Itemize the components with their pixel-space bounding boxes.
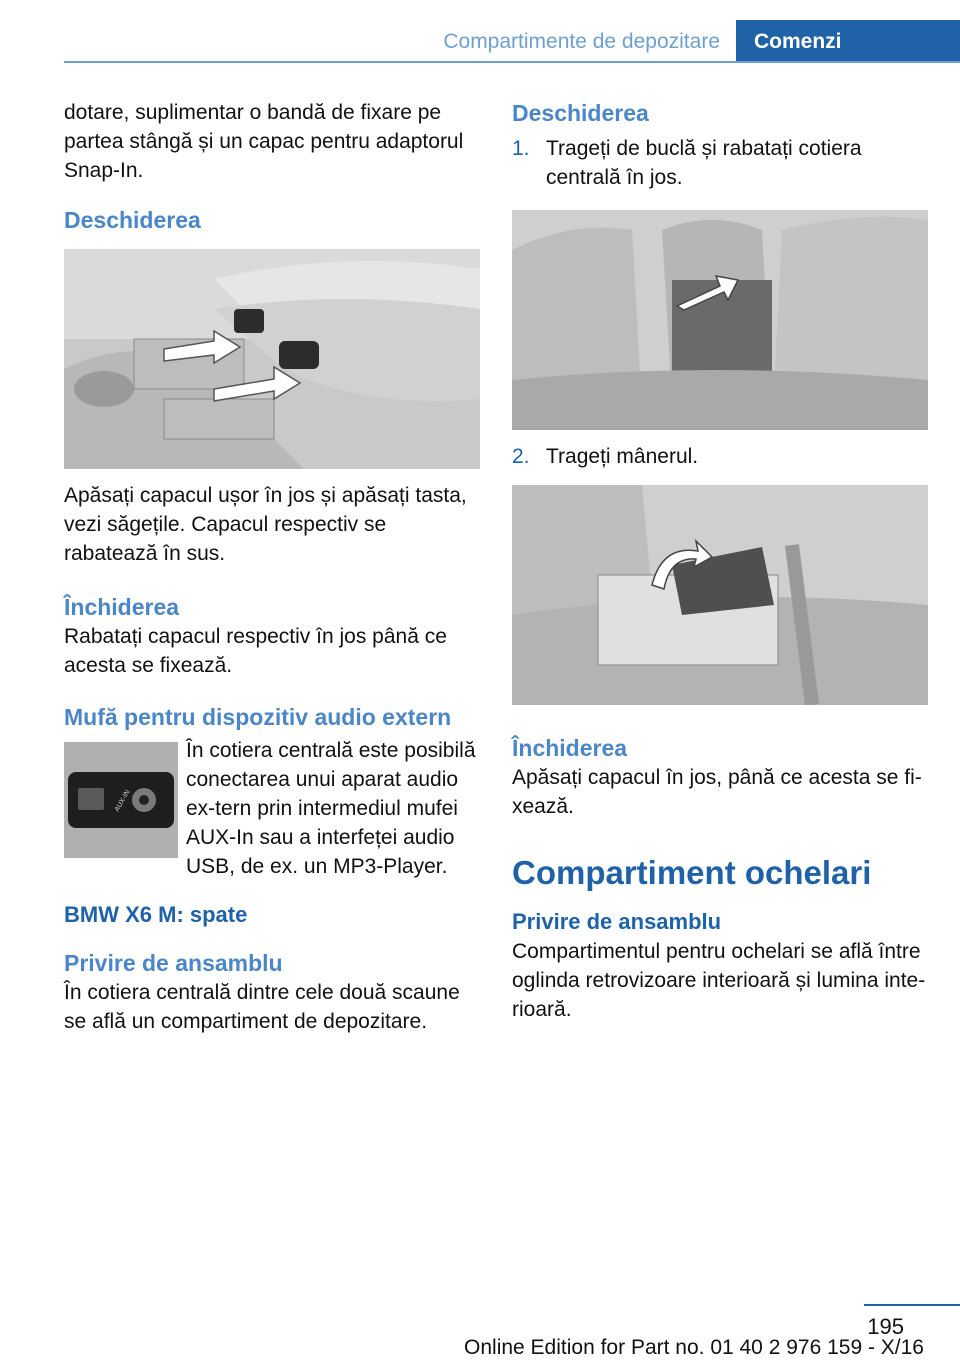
aux-socket-photo — [64, 742, 178, 858]
armrest-open-photo — [64, 249, 480, 469]
rear-seat-armrest-photo — [512, 210, 928, 430]
heading-open: Deschiderea — [64, 207, 201, 233]
heading-overview-left: Privire de ansamblu — [64, 950, 283, 976]
close-right-text: Apăsați capacul în jos, până ce acesta se fi-xează. — [512, 766, 922, 818]
overview-right-text: Compartimentul pentru ochelari se află între oglinda retrovizoare interioară și lumina inte-rioară. — [512, 940, 926, 1021]
open-instructions: Apăsați capacul ușor în jos și apăsați tasta, vezi săgețile. Capacul respectiv se rabatează în sus. — [64, 484, 467, 565]
heading-x6m-rear: BMW X6 M: spate — [64, 902, 248, 927]
heading-overview-right: Privire de ansamblu — [512, 909, 722, 934]
right-column — [512, 98, 930, 1024]
heading-close-right: Închiderea — [512, 735, 628, 761]
armrest-handle-photo — [512, 485, 928, 705]
overview-left-text: În cotiera centrală dintre cele două scaune se află un compartiment de depozitare. — [64, 981, 460, 1033]
footer-rule — [864, 1304, 960, 1306]
step-1 — [512, 134, 930, 192]
header-rule — [64, 61, 960, 63]
heading-audio-socket: Mufă pentru dispozitiv audio extern — [64, 704, 452, 730]
aux-label: AUX-IN — [113, 788, 132, 813]
audio-block — [64, 739, 482, 878]
intro-paragraph: dotare, suplimentar o bandă de fixare pe partea stângă și un capac pentru adaptorul Snap-In. — [64, 101, 464, 182]
step-2-text: Trageți mânerul. — [546, 445, 699, 468]
left-column — [64, 98, 482, 1036]
step-1-number: 1. — [512, 137, 530, 160]
header-chapter-tab: Comenzi — [736, 20, 960, 62]
step-2-number: 2. — [512, 445, 530, 468]
close-instructions: Rabatați capacul respectiv în jos până ce acesta se fixează. — [64, 625, 447, 677]
header-section-title: Compartimente de depozitare — [443, 30, 720, 53]
page-number: 195 — [867, 1314, 904, 1339]
heading-open-right: Deschiderea — [512, 100, 649, 126]
edition-footer: Online Edition for Part no. 01 40 2 976 159 - X/16 — [464, 1336, 924, 1359]
heading-close: Închiderea — [64, 594, 180, 620]
audio-description: În cotiera centrală este posibilă conectarea unui aparat audio ex-tern prin intermediul mufei AUX-In sau a interfeței audio USB, de ex. un MP3-Player. — [186, 739, 476, 878]
step-2 — [512, 442, 930, 471]
heading-glasses-compartment: Compartiment ochelari — [512, 854, 872, 891]
step-1-text: Trageți de buclă și rabatați cotiera centrală în jos. — [546, 137, 862, 189]
